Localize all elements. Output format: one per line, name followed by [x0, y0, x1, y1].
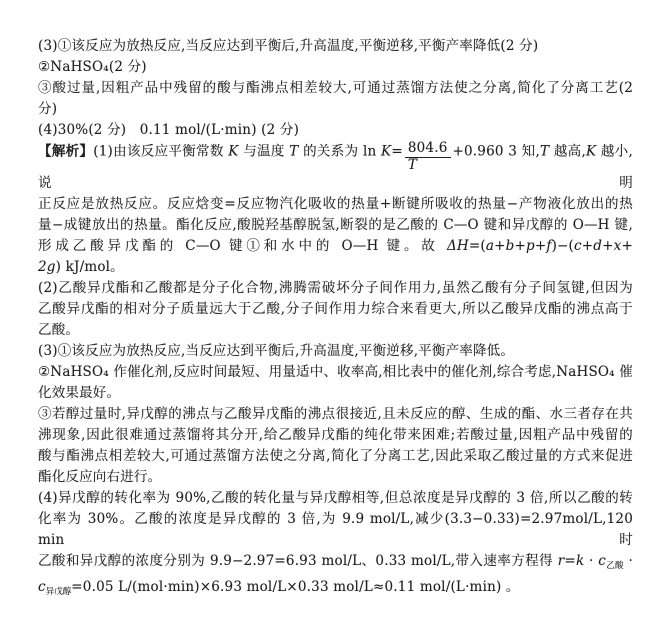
- text-segment: =: [391, 143, 403, 160]
- text-segment: +: [602, 238, 614, 255]
- text-segment: =(: [468, 238, 486, 255]
- doc-line: [38, 194, 633, 215]
- text-segment: (3)①该反应为放热反应,当反应达到平衡后,升高温度,平衡逆移,平衡产率降低(2 分): [38, 38, 539, 54]
- text-segment: c: [38, 579, 46, 596]
- doc-line: [38, 99, 633, 120]
- text-segment: +: [514, 238, 526, 255]
- text-segment: 越小,说明: [38, 143, 633, 192]
- text-segment: K: [381, 143, 392, 160]
- text-segment: 酸与酯沸点相差较大,可通过蒸馏方法使之分离,简化了分离工艺,因此采取乙酸过量的方式来促进: [38, 448, 633, 465]
- text-segment: 酯化反应向右进行。: [38, 469, 162, 486]
- doc-line: [38, 425, 633, 446]
- doc-line: [38, 341, 633, 362]
- doc-line: [38, 120, 633, 141]
- text-segment: T: [289, 143, 299, 160]
- text-segment: x: [613, 238, 622, 255]
- text-segment: 乙酸: [606, 561, 624, 572]
- text-segment: ②NaHSO₄ 作催化剂,反应时间最短、用量适中、收率高,相比表中的催化剂,综合考虑,NaHSO₄ 催: [38, 364, 633, 381]
- text-segment: k: [575, 553, 585, 570]
- text-segment: 分): [38, 101, 58, 117]
- text-segment: =: [564, 553, 576, 570]
- doc-line: [38, 236, 633, 257]
- text-segment: +: [581, 238, 594, 255]
- text-segment: (2)乙酸异戊酯和乙酸都是分子化合物,沸腾需破坏分子间作用力,虽然乙酸有分子间氢键,但因为: [38, 280, 633, 297]
- doc-line: [38, 404, 633, 425]
- text-segment: K: [228, 143, 239, 160]
- doc-line: [38, 551, 633, 577]
- text-segment: (4)30%(2 分) 0.11 mol/(L·min) (2 分): [38, 122, 300, 138]
- text-segment: T: [539, 143, 550, 160]
- text-segment: p: [526, 238, 535, 255]
- text-segment: 与温度: [238, 143, 290, 160]
- text-segment: +: [494, 238, 506, 255]
- doc-line: [38, 278, 633, 299]
- text-segment: 2g: [38, 259, 56, 276]
- text-segment: +0.960 3 知,: [452, 143, 540, 160]
- text-segment: c: [598, 553, 607, 570]
- text-segment: ②NaHSO₄(2 分): [38, 59, 147, 75]
- doc-line: [38, 36, 633, 57]
- text-segment: 正反应是放热反应。反应焓变=反应物汽化吸收的热量+断键所吸收的热量−产物液化放出的热: [38, 196, 633, 213]
- text-segment: 乙酸。: [38, 322, 80, 339]
- doc-line: [38, 215, 633, 236]
- text-segment: 形成乙酸异戊酯的 C—O 键①和水中的 O—H 键。故: [38, 238, 447, 255]
- doc-line: [38, 467, 633, 488]
- doc-line: [38, 488, 633, 509]
- text-segment: r: [557, 553, 565, 570]
- text-segment: 乙酸异戊酯的相对分子质量远大于乙酸,分子间作用力综合来看更大,所以乙酸异戊酯的沸点高于: [38, 301, 633, 318]
- text-segment: (4)异戊醇的转化率为 90%,乙酸的转化量与异戊醇相等,但总浓度是异戊醇的 3 倍,所以乙酸的转: [38, 490, 633, 507]
- text-segment: +: [621, 238, 633, 255]
- text-segment: c: [574, 238, 582, 255]
- text-segment: (1)由该反应平衡常数: [93, 143, 229, 160]
- doc-line: [38, 362, 633, 383]
- text-segment: b: [505, 238, 515, 255]
- text-segment: 【解析】: [38, 143, 94, 160]
- doc-line: [38, 141, 633, 194]
- text-segment: f: [546, 238, 552, 255]
- doc-line: [38, 57, 633, 78]
- doc-line: [38, 320, 633, 341]
- doc-line: [38, 446, 633, 467]
- text-segment: ③酸过量,因粗产品中残留的酸与酯沸点相差较大,可通过蒸馏方法使之分离,简化了分离工艺(2: [38, 80, 633, 96]
- text-segment: ·: [623, 553, 633, 570]
- text-segment: 化效果最好。: [38, 385, 121, 402]
- doc-line: [38, 577, 633, 603]
- document-body: [38, 36, 638, 603]
- text-segment: ·: [584, 553, 599, 570]
- fraction-numerator: 804.6: [407, 140, 448, 156]
- doc-line: [38, 383, 633, 404]
- fraction-denominator: T: [405, 157, 451, 174]
- text-segment: 量−成键放出的热量。酯化反应,酸脱羟基醇脱氢,断裂的是乙酸的 C—O 键和异戊醇的 O—H 键,: [38, 217, 633, 234]
- text-segment: 越高,: [549, 143, 586, 160]
- text-segment: +: [534, 238, 547, 255]
- text-segment: 的关系为 ln: [298, 143, 382, 160]
- doc-line: [38, 78, 633, 99]
- text-segment: 异戊醇: [45, 587, 72, 598]
- fraction: [405, 141, 451, 173]
- text-segment: 沸现象,因此很难通过蒸馏将其分开,给乙酸异戊酯的纯化带来困难;若酸过量,因粗产品中残留的: [38, 427, 633, 444]
- doc-line: [38, 257, 633, 278]
- text-segment: d: [593, 238, 603, 255]
- text-segment: ΔH: [446, 238, 469, 255]
- text-segment: ) kJ/mol。: [55, 259, 124, 276]
- text-segment: 化率为 30%。乙酸的浓度是异戊醇的 3 倍,为 9.9 mol/L,减少(3.3−0.33)=2.97mol/L,120 min 时: [38, 511, 638, 549]
- text-segment: =0.05 L/(mol·min)×6.93 mol/L×0.33 mol/L≈0.11 mol/(L·min) 。: [71, 579, 520, 596]
- text-segment: 乙酸和异戊醇的浓度分别为 9.9−2.97=6.93 mol/L、0.33 mol/L,带入速率方程得: [38, 553, 558, 570]
- text-segment: ③若醇过量时,异戊醇的沸点与乙酸异戊酯的沸点很接近,且未反应的醇、生成的酯、水三者存在共: [38, 406, 633, 423]
- text-segment: a: [485, 238, 495, 255]
- text-segment: K: [585, 143, 597, 160]
- doc-line: [38, 299, 633, 320]
- text-segment: )−(: [551, 238, 575, 255]
- doc-line: [38, 509, 638, 551]
- text-segment: (3)①该反应为放热反应,当反应达到平衡后,升高温度,平衡逆移,平衡产率降低。: [38, 343, 515, 360]
